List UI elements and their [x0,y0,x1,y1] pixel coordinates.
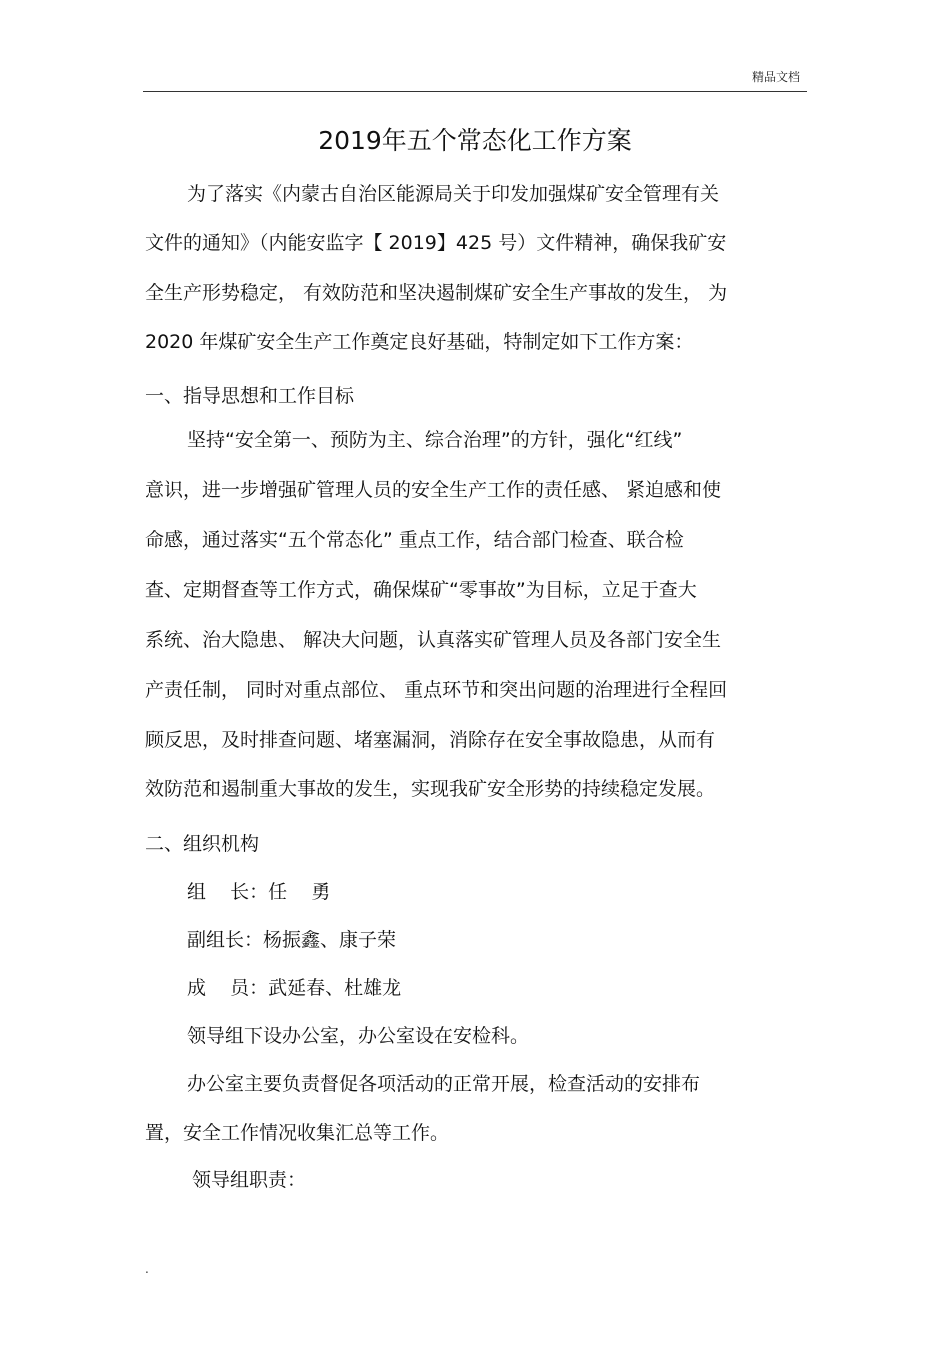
header-rule [143,91,807,92]
intro-line: 为了落实《内蒙古自治区能源局关于印发加强煤矿安全管理有关 [187,183,720,205]
office-duty-line: 办公室主要负责督促各项活动的正常开展，检查活动的安排布 [187,1073,701,1095]
office-duty-line: 置，安全工作情况收集汇总等工作。 [145,1122,450,1144]
section2-heading: 二、组织机构 [145,833,260,855]
section1-line: 坚持“安全第一、预防为主、综合治理”的方针，强化“红线” [187,429,683,451]
section1-line: 顾反思，及时排查问题、堵塞漏洞，消除存在安全事故隐患，从而有 [145,729,716,751]
duties-heading: 领导组职责： [192,1169,307,1191]
deputy-line: 副组长：杨振鑫、康子荣 [187,929,397,951]
header-label: 精品文档 [752,70,801,84]
section1-line: 系统、治大隐患、 解决大问题，认真落实矿管理人员及各部门安全生 [145,629,722,651]
section1-heading: 一、指导思想和工作目标 [145,385,355,407]
section1-line: 意识，进一步增强矿管理人员的安全生产工作的责任感、 紧迫感和使 [145,479,722,501]
document-title: 2019年五个常态化工作方案 [318,126,632,155]
intro-line: 全生产形势稳定， 有效防范和坚决遏制煤矿安全生产事故的发生， 为 [145,282,728,304]
section1-line: 效防范和遏制重大事故的发生，实现我矿安全形势的持续稳定发展。 [145,778,716,800]
section1-line: 查、定期督查等工作方式，确保煤矿“零事故”为目标，立足于查大 [145,579,697,601]
leader-line: 组 长：任 勇 [187,881,331,903]
section1-line: 命感，通过落实“五个常态化” 重点工作，结合部门检查、联合检 [145,529,684,551]
members-line: 成 员：武延春、杜雄龙 [187,977,402,999]
intro-line: 2020 年煤矿安全生产工作奠定良好基础，特制定如下工作方案： [145,331,694,353]
office-line: 领导组下设办公室，办公室设在安检科。 [187,1025,530,1047]
intro-line: 文件的通知》（内能安监字【 2019】425 号）文件精神，确保我矿安 [145,232,727,254]
footer-mark: . [145,1262,149,1276]
section1-line: 产责任制， 同时对重点部位、 重点环节和突出问题的治理进行全程回 [145,679,728,701]
